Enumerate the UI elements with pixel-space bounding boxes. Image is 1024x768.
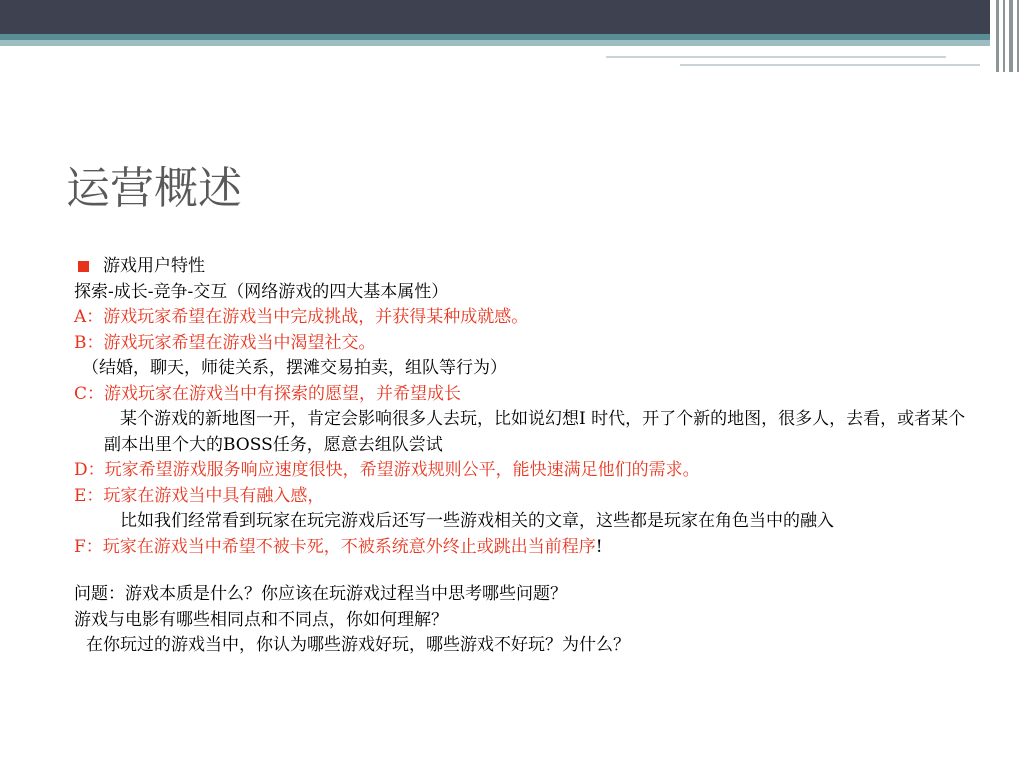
header-accent-band-light [0, 40, 1024, 46]
point-f: F：玩家在游戏当中希望不被卡死，不被系统意外终止或跳出当前程序 [74, 536, 596, 557]
question-1: 问题：游戏本质是什么？你应该在玩游戏过程当中思考哪些问题？ [74, 584, 567, 604]
point-b: B：游戏玩家希望在游戏当中渴望社交。 [74, 332, 376, 353]
point-b-note: （结婚，聊天，师徒关系，摆滩交易拍卖，组队等行为） [82, 358, 507, 378]
header-bar [0, 0, 1024, 34]
point-e: E：玩家在游戏当中具有融入感， [74, 485, 325, 506]
square-bullet-icon [78, 261, 89, 272]
decorative-line [680, 64, 980, 66]
point-f-suffix: ! [595, 536, 603, 557]
point-c: C：游戏玩家在游戏当中有探索的愿望，并希望成长 [74, 383, 462, 404]
point-e-note: 比如我们经常看到玩家在玩完游戏后还写一些游戏相关的文章，这些都是玩家在角色当中的融入 [120, 511, 834, 531]
slide-title: 运营概述 [66, 163, 242, 214]
point-c-note: 某个游戏的新地图一开，肯定会影响很多人去玩，比如说幻想I 时代，开了个新的地图，很多人，去看，或者某个副本出里个大的BOSS任务，愿意去组队尝试 [104, 409, 966, 455]
decorative-line [606, 56, 946, 58]
bullet-item [74, 254, 974, 280]
subheading: 探索-成长-竞争-交互（网络游戏的四大基本属性） [74, 281, 449, 302]
point-d: D：玩家希望游戏服务响应速度很快，希望游戏规则公平，能快速满足他们的需求。 [74, 460, 700, 480]
point-f-row [74, 535, 974, 561]
question-3: 在你玩过的游戏当中，你认为哪些游戏好玩，哪些游戏不好玩？为什么？ [86, 635, 630, 655]
point-a: A：游戏玩家希望在游戏当中完成挑战，并获得某种成就感。 [74, 307, 529, 327]
question-2: 游戏与电影有哪些相同点和不同点，你如何理解？ [74, 609, 448, 630]
slide-body [74, 254, 974, 659]
bullet-heading: 游戏用户特性 [103, 256, 205, 276]
decorative-stripes [990, 0, 1024, 72]
